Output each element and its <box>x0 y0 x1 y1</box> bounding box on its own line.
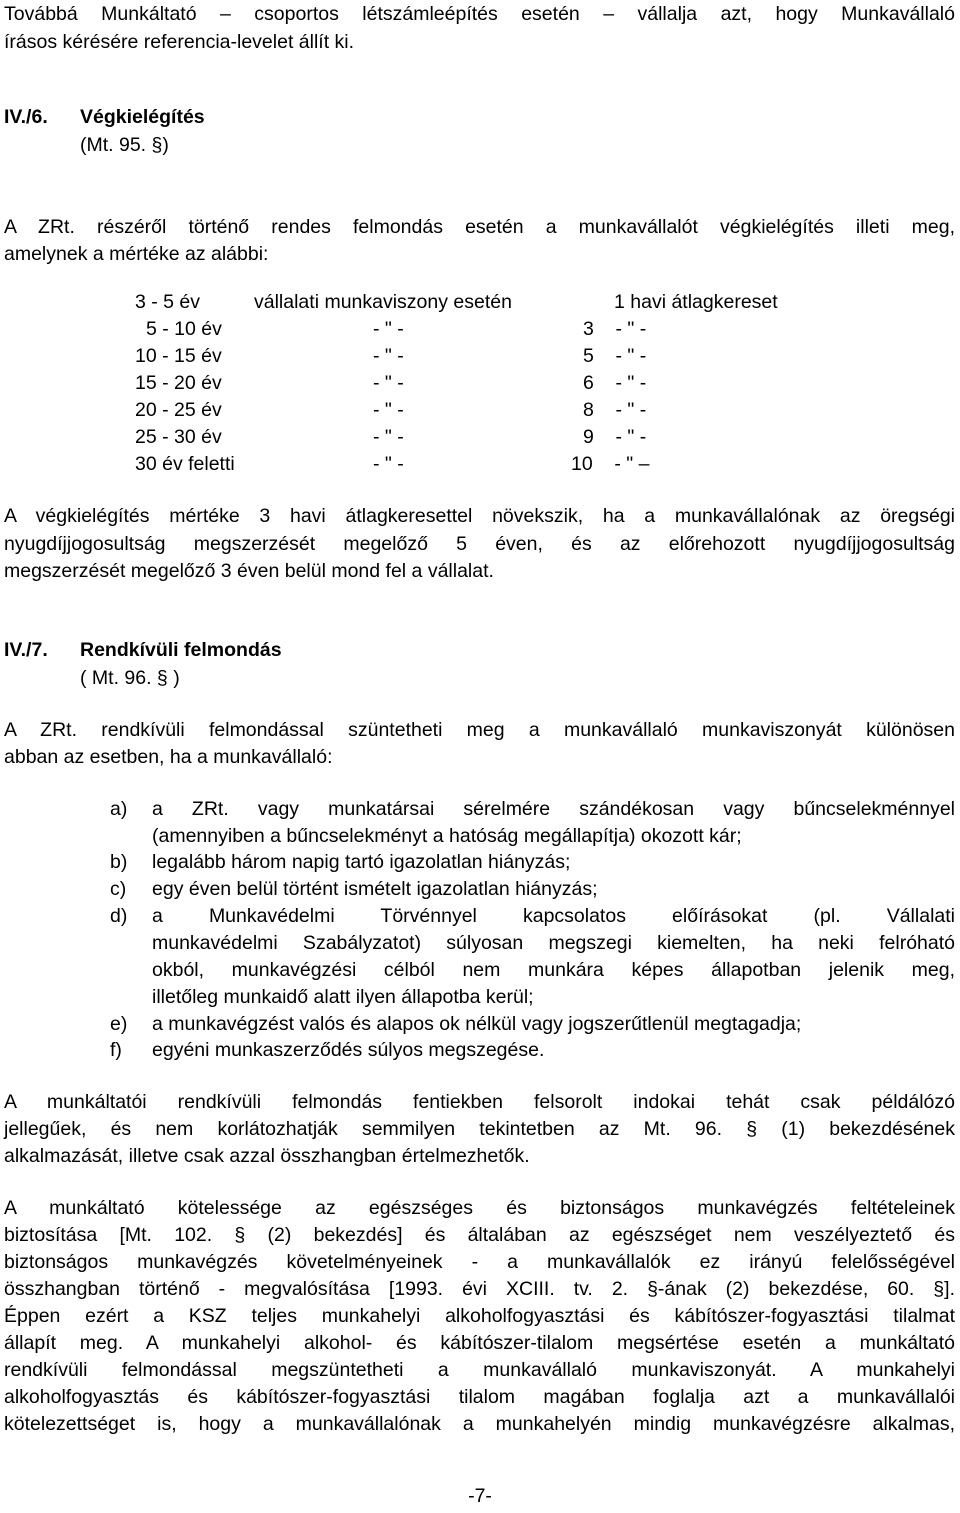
list-item-line: egy éven belül történt ismételt igazolatlan hiányzás; <box>152 878 598 900</box>
section-7-para3-line-5: Éppen ezért a KSZ teljes munkahelyi alkoholfogyasztási és kábítószer-fogyasztási tilalmat <box>4 1305 955 1327</box>
section-7-para3-line-7: rendkívüli felmondással megszüntetheti a munkavállaló munkaviszonyát. A munkahelyi <box>4 1359 955 1381</box>
section-7-para-line-2: abban az esetben, ha a munkavállaló: <box>4 746 333 768</box>
severance-row <box>0 316 960 343</box>
severance-row <box>0 397 960 424</box>
section-6-after-line-2: nyugdíjjogosultság megszerzését megelőző 5 éven, és az előrehozott nyugdíjjogosultság <box>4 533 955 555</box>
section-7-para3-line-9: kötelezettséget is, hogy a munkavállalónak a munkahelyén mindig munkavégzésre alkalmas, <box>4 1413 955 1435</box>
severance-row <box>0 370 960 397</box>
severance-amount: 1 havi átlagkereset <box>614 291 778 313</box>
list-item-line: egyéni munkaszerződés súlyos megszegése. <box>152 1039 545 1061</box>
list-item-line: legalább három napig tartó igazolatlan hiányzás; <box>152 851 571 873</box>
severance-range: 3 - 5 év <box>135 291 201 313</box>
list-item-label: a) <box>110 798 128 820</box>
severance-range: 5 - 10 év <box>146 318 222 340</box>
section-7-para-line-1: A ZRt. rendkívüli felmondással szüntetheti meg a munkavállaló munkaviszonyát különösen <box>4 719 955 741</box>
intro-line-2: írásos kérésére referencia-levelet állít ki. <box>4 31 355 53</box>
section-6-para-line-2: amelynek a mértéke az alábbi: <box>4 243 269 265</box>
section-7-ref: ( Mt. 96. § ) <box>80 667 180 689</box>
severance-condition: - " - <box>373 399 404 421</box>
severance-range: 30 év feletti <box>135 453 235 475</box>
severance-amount: 9 - " - <box>583 426 647 448</box>
section-7-para3-line-4: összhangban történő - megvalósítása [1993. évi XCIII. tv. 2. §-ának (2) bekezdése, 60. §]. <box>4 1278 955 1300</box>
section-7-para2-line-1: A munkáltatói rendkívüli felmondás fentiekben felsorolt indokai tehát csak példálózó <box>4 1091 955 1113</box>
list-item-label: c) <box>110 878 127 900</box>
severance-range: 10 - 15 év <box>135 345 222 367</box>
section-6-title: Végkielégítés <box>80 106 205 128</box>
severance-condition: vállalati munkaviszony esetén <box>254 291 512 313</box>
severance-amount: 6 - " - <box>583 372 647 394</box>
list-item-label: e) <box>110 1013 128 1035</box>
severance-range: 15 - 20 év <box>135 372 222 394</box>
section-6-after-line-1: A végkielégítés mértéke 3 havi átlagkeresettel növekszik, ha a munkavállalónak az öregségi <box>4 505 955 527</box>
section-6-after-line-3: megszerzését megelőző 3 éven belül mond fel a vállalat. <box>4 560 494 582</box>
severance-row <box>0 343 960 370</box>
severance-row <box>0 424 960 451</box>
severance-range: 25 - 30 év <box>135 426 222 448</box>
list-item-label: b) <box>110 851 128 873</box>
list-item-label: f) <box>110 1039 122 1061</box>
severance-condition: - " - <box>373 345 404 367</box>
list-item-line: a ZRt. vagy munkatársai sérelmére szándékosan vagy bűncselekménnyel <box>152 798 955 820</box>
list-item-line: a Munkavédelmi Törvénnyel kapcsolatos előírásokat (pl. Vállalati <box>152 905 955 927</box>
severance-amount: 8 - " - <box>583 399 647 421</box>
section-7-para2-line-2: jellegűek, és nem korlátozhatják semmilyen tekintetben az Mt. 96. § (1) bekezdésének <box>4 1118 955 1140</box>
intro-line-1: Továbbá Munkáltató – csoportos létszámleépítés esetén – vállalja azt, hogy Munkavállaló <box>4 3 955 25</box>
section-7-para2-line-3: alkalmazását, illetve csak azzal összhangban értelmezhetők. <box>4 1145 530 1167</box>
section-6-para-line-1: A ZRt. részéről történő rendes felmondás esetén a munkavállalót végkielégítés illeti meg, <box>4 216 955 238</box>
section-7-para3-line-1: A munkáltató kötelessége az egészséges és biztonságos munkavégzés feltételeinek <box>4 1197 955 1219</box>
section-6-ref: (Mt. 95. §) <box>80 134 169 156</box>
severance-condition: - " - <box>373 453 404 475</box>
section-7-para3-line-6: állapít meg. A munkahelyi alkohol- és kábítószer-tilalom megsértése esetén a munkáltató <box>4 1332 955 1354</box>
severance-condition: - " - <box>373 372 404 394</box>
list-item-label: d) <box>110 905 128 927</box>
severance-amount: 5 - " - <box>583 345 647 367</box>
list-item-line: a munkavégzést valós és alapos ok nélkül vagy jogszerűtlenül megtagadja; <box>152 1013 802 1035</box>
severance-amount: 3 - " - <box>583 318 647 340</box>
section-6-number: IV./6. <box>4 106 48 128</box>
section-7-title: Rendkívüli felmondás <box>80 639 282 661</box>
section-7-para3-line-8: alkoholfogyasztás és kábítószer-fogyasztási tilalom magában foglalja azt a munkavállalói <box>4 1386 955 1408</box>
page-number: -7- <box>468 1485 492 1507</box>
list-item-line: munkavédelmi Szabályzatot) súlyosan megszegi kiemelten, ha neki felróható <box>152 932 955 954</box>
severance-row <box>0 289 960 316</box>
severance-condition: - " - <box>373 318 404 340</box>
section-7-para3-line-3: biztonságos munkavégzés követelményeinek - a munkavállalók ez irányú felelősségével <box>4 1251 955 1273</box>
severance-row <box>0 451 960 478</box>
severance-amount: 10 - " – <box>571 453 650 475</box>
severance-range: 20 - 25 év <box>135 399 222 421</box>
section-7-para3-line-2: biztosítása [Mt. 102. § (2) bekezdés] és általában az egészséget nem veszélyeztető és <box>4 1224 955 1246</box>
list-item-line: illetőleg munkaidő alatt ilyen állapotba kerül; <box>152 986 534 1008</box>
severance-condition: - " - <box>373 426 404 448</box>
section-7-number: IV./7. <box>4 639 48 661</box>
list-item-line: (amennyiben a bűncselekményt a hatóság megállapítja) okozott kár; <box>152 825 742 847</box>
list-item-line: okból, munkavégzési célból nem munkára képes állapotban jelenik meg, <box>152 959 955 981</box>
